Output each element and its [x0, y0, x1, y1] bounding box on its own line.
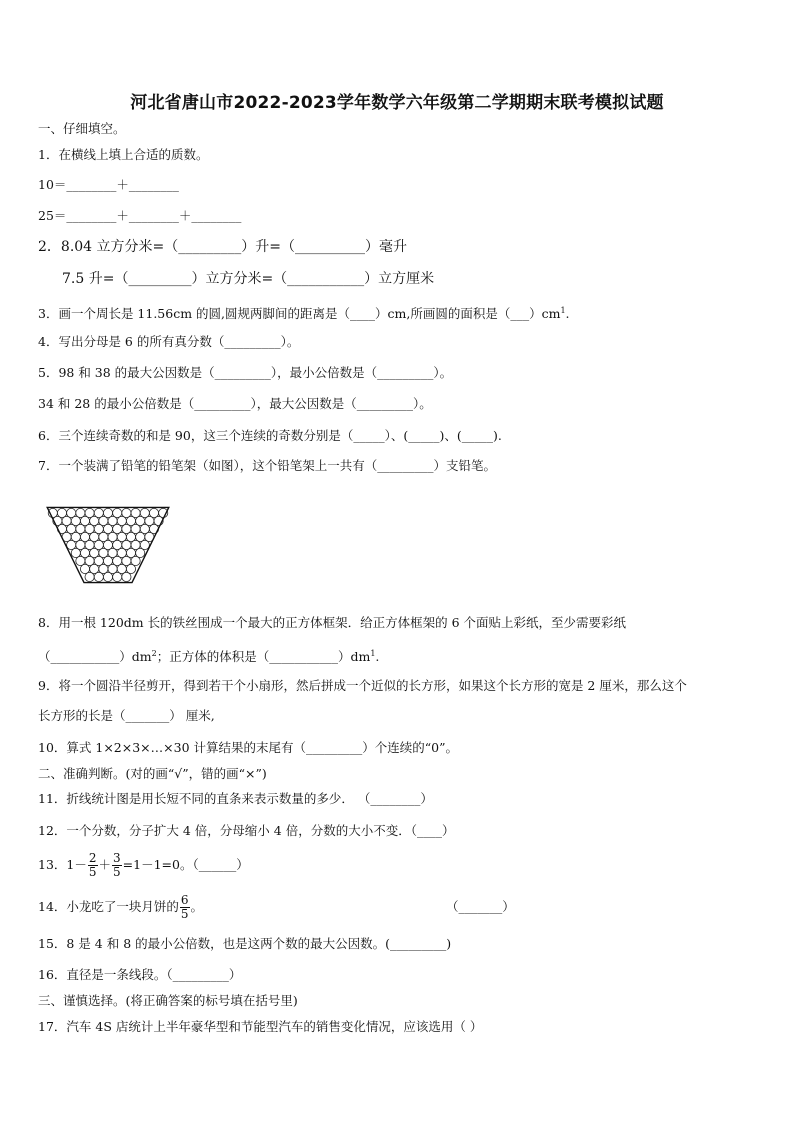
pencil-holder-figure	[46, 505, 170, 591]
question-17: 17．汽车 4S 店统计上半年豪华型和节能型汽车的销售变化情况，应该选用（ ）	[38, 1019, 483, 1034]
question-1-line-b: 25＝________＋________＋________	[38, 208, 242, 223]
question-9-line-b: 长方形的长是（_______） 厘米,	[38, 708, 215, 723]
question-8-line-a: 8．用一根 120dm 长的铁丝围成一个最大的正方体框架．给正方体框架的 6 个面贴上彩纸，至少需要彩纸	[38, 615, 627, 630]
question-14-answer-blank: （_______）	[446, 899, 515, 914]
pencil-end	[85, 572, 94, 581]
question-14: 14．小龙吃了一块月饼的 $\frac{6}{5}$ 。	[38, 893, 204, 921]
question-2-line-a: 2．8.04 立方分米=（_________）升=（__________）毫升	[38, 239, 407, 255]
fraction: $\frac{3}{5}$	[113, 851, 121, 879]
question-15: 15．8 是 4 和 8 的最小公倍数，也是这两个数的最大公因数。(_________)	[38, 936, 452, 951]
pencil-end	[122, 572, 131, 581]
question-10: 10．算式 1×2×3×…×30 计算结果的末尾有（_________）个连续的“0”。	[38, 740, 458, 755]
question-3: 3．画一个周长是 11.56cm 的圆,圆规两脚间的距离是（____）cm,所画圆的面积是$(\_\_\_)cm^1$.	[38, 306, 570, 322]
question-2-line-b: 7.5 升=（_________）立方分米=（___________）立方厘米	[62, 271, 435, 287]
pencil-end	[94, 572, 103, 581]
question-1: 1．在横线上填上合适的质数。	[38, 147, 209, 162]
question-16: 16．直径是一条线段。（_________）	[38, 967, 242, 982]
question-9-line-a: 9．将一个圆沿半径剪开，得到若干个小扇形，然后拼成一个近似的长方形，如果这个长方形的宽是 2 厘米，那么这个	[38, 678, 687, 693]
question-5-line-b: 34 和 28 的最小公倍数是（_________），最大公因数是（_________）。	[38, 396, 432, 411]
section-heading-2: 二、准确判断。(对的画“√”，错的画“×”)	[38, 766, 267, 781]
superscript: 1	[560, 306, 566, 315]
question-11: 11．折线统计图是用长短不同的直条来表示数量的多少． （________）	[38, 791, 433, 806]
question-5-line-a: 5．98 和 38 的最大公因数是（_________），最小公倍数是（_________）。	[38, 365, 453, 380]
section-heading-3: 三、谨慎选择。(将正确答案的标号填在括号里)	[38, 993, 298, 1008]
page-title: 河北省唐山市2022-2023学年数学六年级第二学期期末联考模拟试题	[130, 93, 664, 113]
question-13: 13．1－ $\frac{2}{5}$ ＋ $\frac{3}{5}$ =1－1=0。（______）	[38, 851, 249, 879]
question-1-line-a: 10＝________＋________	[38, 177, 179, 192]
question-4: 4．写出分母是 6 的所有真分数（_________）。	[38, 334, 300, 349]
question-8-line-b: $(\_\_\_\_\_\_\_\_\_\_\_)dm^2$；正方体的体积是$(\_\_\_\_\_\_\_\_\_\_\_)dm^1$.	[38, 649, 380, 665]
fraction: $\frac{2}{5}$	[88, 851, 97, 879]
fraction: $\frac{6}{5}$	[180, 893, 189, 921]
pencil-holder-illustration	[46, 505, 170, 587]
question-12: 12．一个分数，分子扩大 4 倍，分母缩小 4 倍，分数的大小不变．（____）	[38, 823, 455, 838]
pencil-end	[103, 572, 112, 581]
question-7: 7．一个装满了铅笔的铅笔架（如图），这个铅笔架上一共有（_________）支铅笔。	[38, 458, 496, 473]
section-heading-1: 一、仔细填空。	[38, 121, 126, 136]
pencil-end	[113, 572, 122, 581]
question-6: 6．三个连续奇数的和是 90，这三个连续的奇数分别是（_____）、(_____)、(_____).	[38, 428, 502, 443]
